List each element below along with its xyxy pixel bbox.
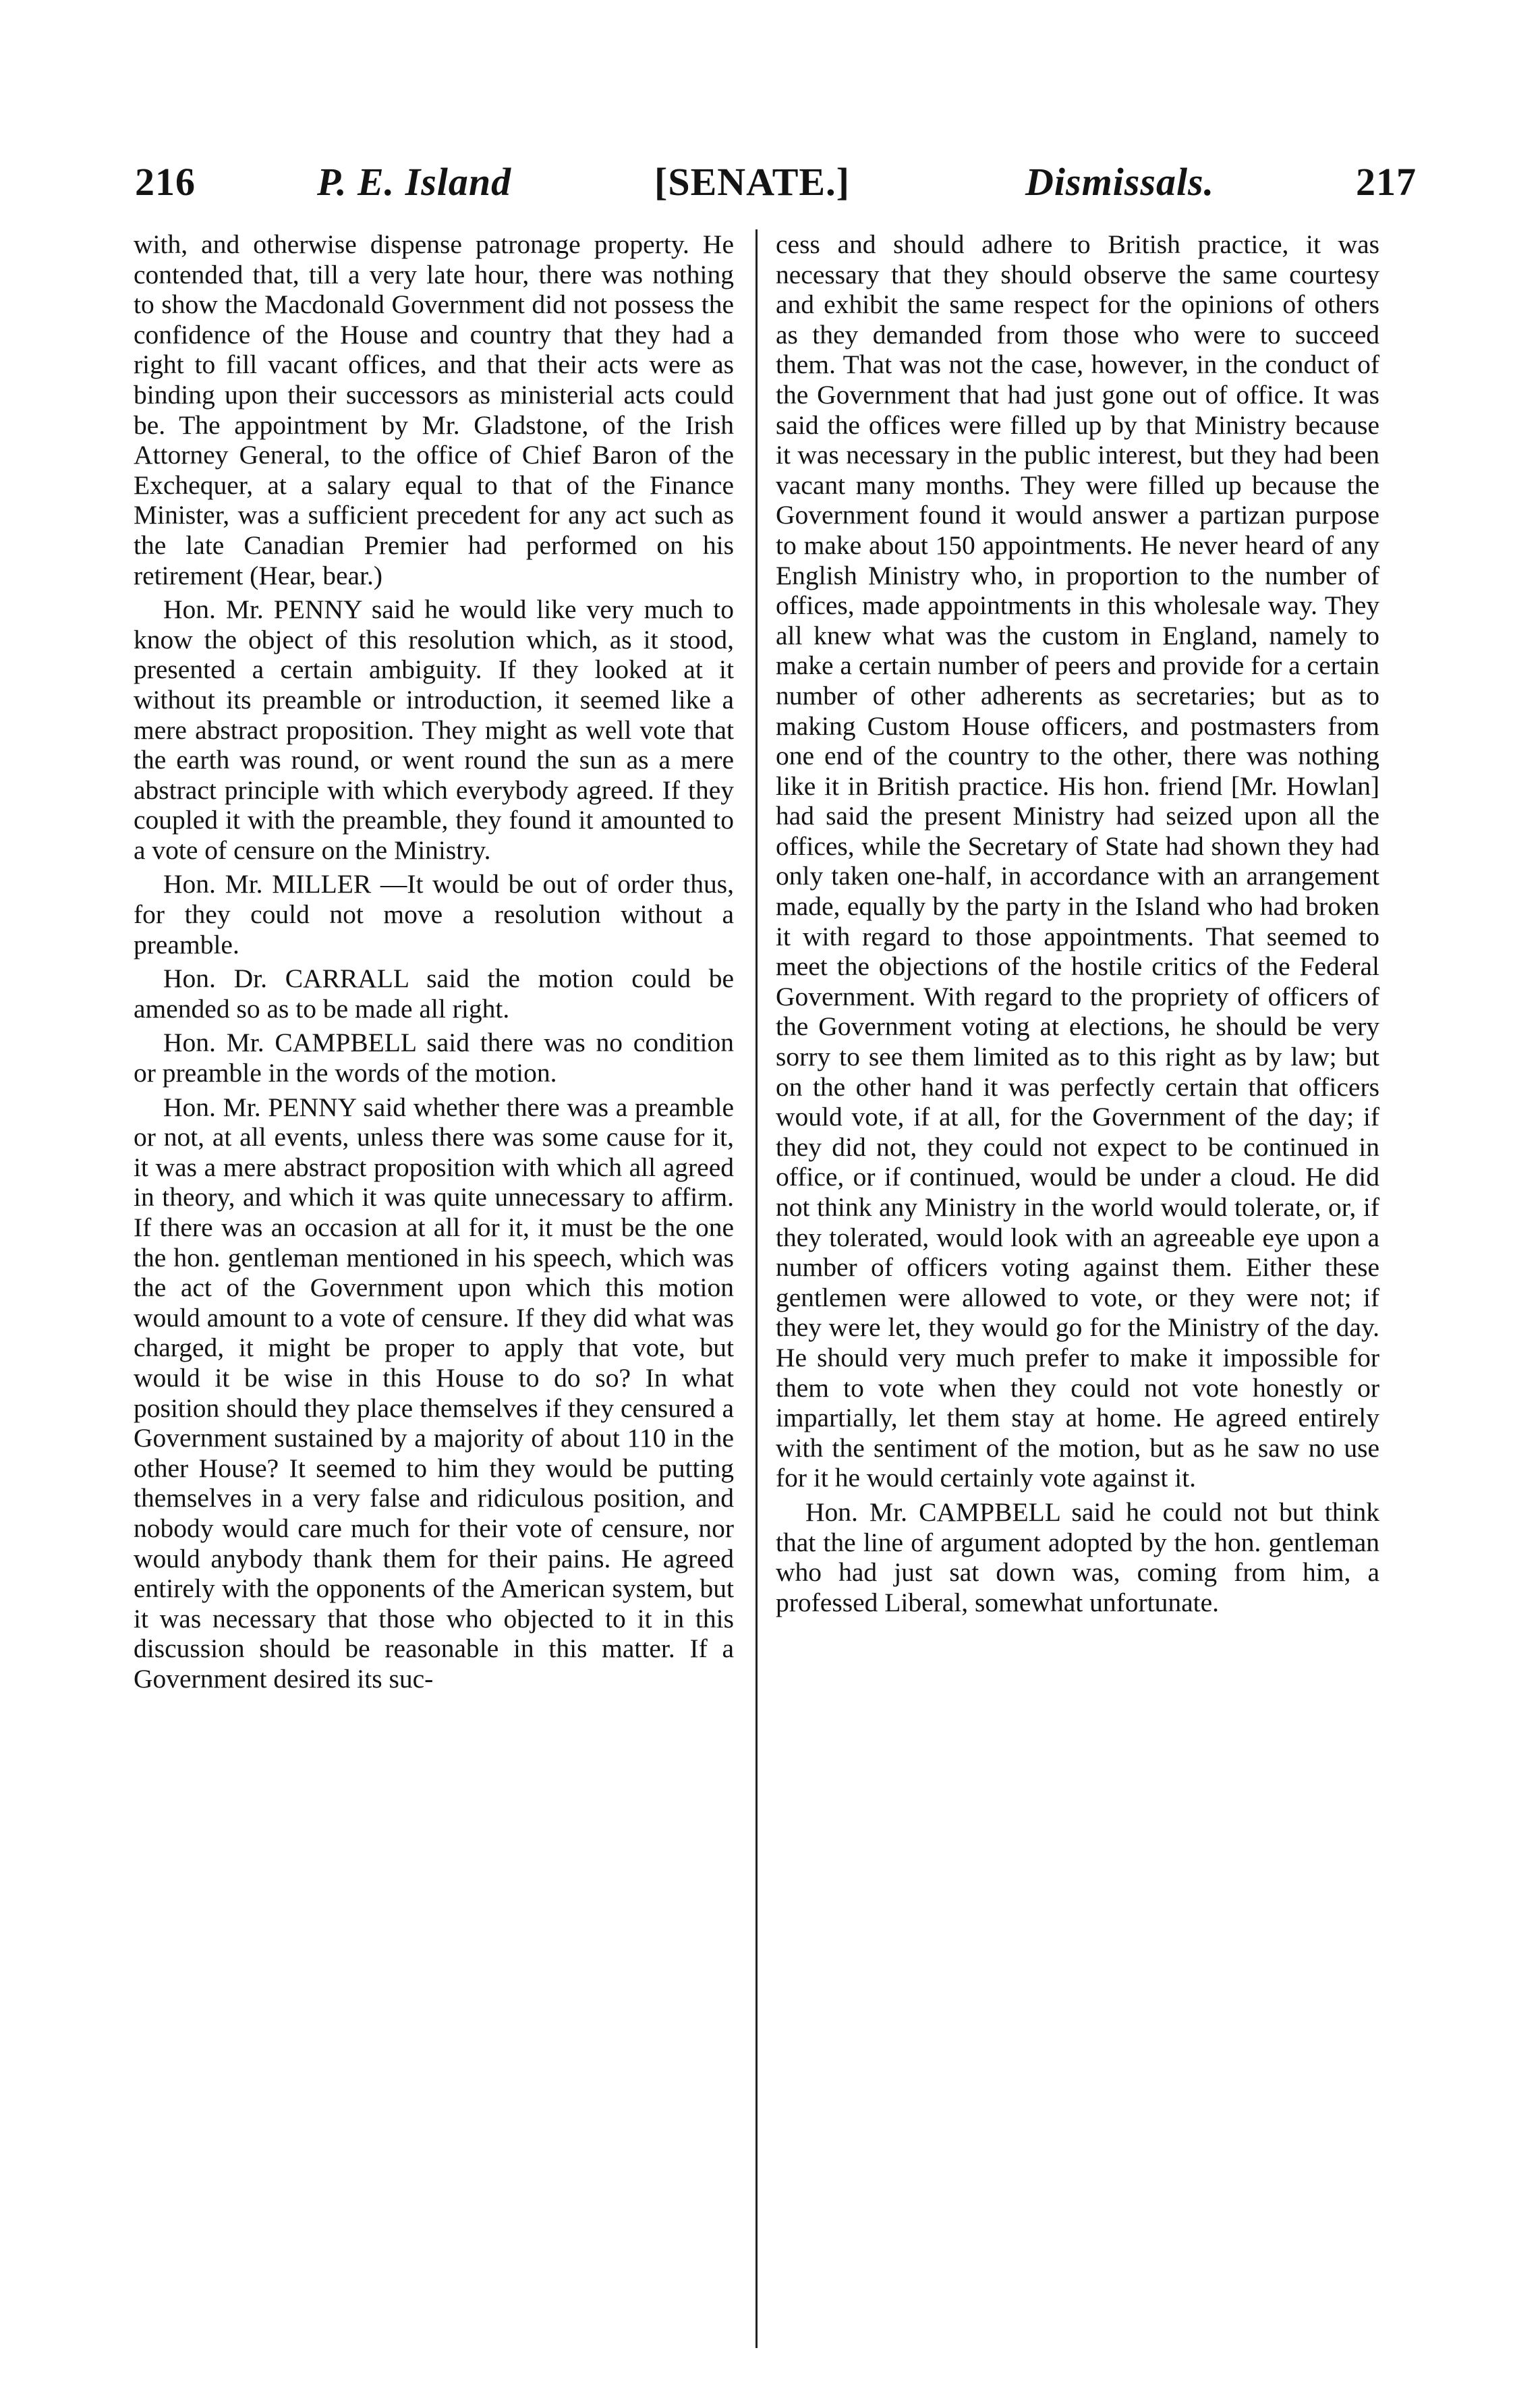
left-column xyxy=(134,229,734,1698)
right-running-title: Dismissals. xyxy=(1025,160,1215,204)
center-running-title: [SENATE.] xyxy=(654,160,850,204)
paragraph: cess and should adhere to British practice, it was necessary that they should observe the same courtesy and exhibit the same respect for the opinions of others as they demanded from those who were to succeed them. That was not the case, however, in the conduct of the Government that had just gone out of office. It was said the offices were filled up by that Ministry because it was necessary in the public interest, but they had been vacant many months. They were filled up because the Government found it would answer a partizan purpose to make about 150 appointments. He never heard of any English Ministry who, in proportion to the number of offices, made appointments in this wholesale way. They all knew what was the custom in England, namely to make a certain number of peers and provide for a certain number of other adherents as secretaries; but as to making Custom House officers, and postmasters from one end of the country to the other, there was nothing like it in British practice. His hon. friend [Mr. Howlan] had said the present Ministry had seized upon all the offices, while the Secretary of State had shown they had only taken one-half, in accordance with an arrangement made, equally by the party in the Island who had broken it with regard to those appointments. That seemed to meet the objections of the hostile critics of the Federal Government. With regard to the propriety of officers of the Government voting at elections, he should be very sorry to see them limited as to this right as by law; but on the other hand it was perfectly certain that officers would vote, if at all, for the Government of the day; if they did not, they could not expect to be continued in office, or if continued, would be under a cloud. He did not think any Ministry in the world would tolerate, or, if they tolerated, would look with an agreeable eye upon a number of officers voting against them. Either these gentlemen were allowed to vote, or they were not; if they were let, they would go for the Ministry of the day. He should very much prefer to make it impossible for them to vote when they could not vote honestly or impartially, let them stay at home. He agreed entirely with the sentiment of the motion, but as he saw no use for it he would certainly vote against it. xyxy=(776,229,1379,1493)
paragraph: Hon. Mr. PENNY said whether there was a preamble or not, at all events, unless there was some cause for it, it was a mere abstract proposition with which all agreed in theory, and which it was quite unnecessary to affirm. If there was an occasion at all for it, it must be the one the hon. gentleman mentioned in his speech, which was the act of the Government upon which this motion would amount to a vote of censure. If they did what was charged, it might be proper to apply that vote, but would it be wise in this House to do so? In what position should they place themselves if they censured a Government sustained by a majority of about 110 in the other House? It seemed to him they would be putting themselves in a very false and ridiculous position, and nobody would care much for their vote of censure, nor would anybody thank them for their pains. He agreed entirely with the opponents of the American system, but it was necessary that those who objected to it in this discussion should be reasonable in this matter. If a Government desired its suc- xyxy=(134,1092,734,1694)
page-header xyxy=(135,159,1417,213)
right-column xyxy=(776,229,1379,1621)
paragraph: Hon. Mr. MILLER —It would be out of order thus, for they could not move a resolution without a preamble. xyxy=(134,869,734,959)
left-running-title: P. E. Island xyxy=(317,160,512,204)
paragraph: with, and otherwise dispense patronage property. He contended that, till a very late hour, there was nothing to show the Macdonald Government did not possess the confidence of the House and country that they had a right to fill vacant offices, and that their acts were as binding upon their successors as ministerial acts could be. The appointment by Mr. Gladstone, of the Irish Attorney General, to the office of Chief Baron of the Exchequer, at a salary equal to that of the Finance Minister, was a sufficient precedent for any act such as the late Canadian Premier had performed on his retirement (Hear, bear.) xyxy=(134,229,734,590)
paragraph: Hon. Mr. CAMPBELL said there was no condition or preamble in the words of the motion. xyxy=(134,1028,734,1088)
right-page-number: 217 xyxy=(1356,160,1417,204)
paragraph: Hon. Mr. PENNY said he would like very much to know the object of this resolution which, as it stood, presented a certain ambiguity. If they looked at it without its preamble or introduction, it seemed like a mere abstract proposition. They might as well vote that the earth was round, or went round the sun as a mere abstract principle with which everybody agreed. If they coupled it with the preamble, they found it amounted to a vote of censure on the Ministry. xyxy=(134,594,734,865)
left-page-number: 216 xyxy=(135,160,196,204)
paragraph: Hon. Mr. CAMPBELL said he could not but think that the line of argument adopted by the hon. gentleman who had just sat down was, coming from him, a professed Liberal, somewhat unfortunate. xyxy=(776,1497,1379,1617)
paragraph: Hon. Dr. CARRALL said the motion could be amended so as to be made all right. xyxy=(134,964,734,1024)
column-divider xyxy=(755,229,758,2348)
